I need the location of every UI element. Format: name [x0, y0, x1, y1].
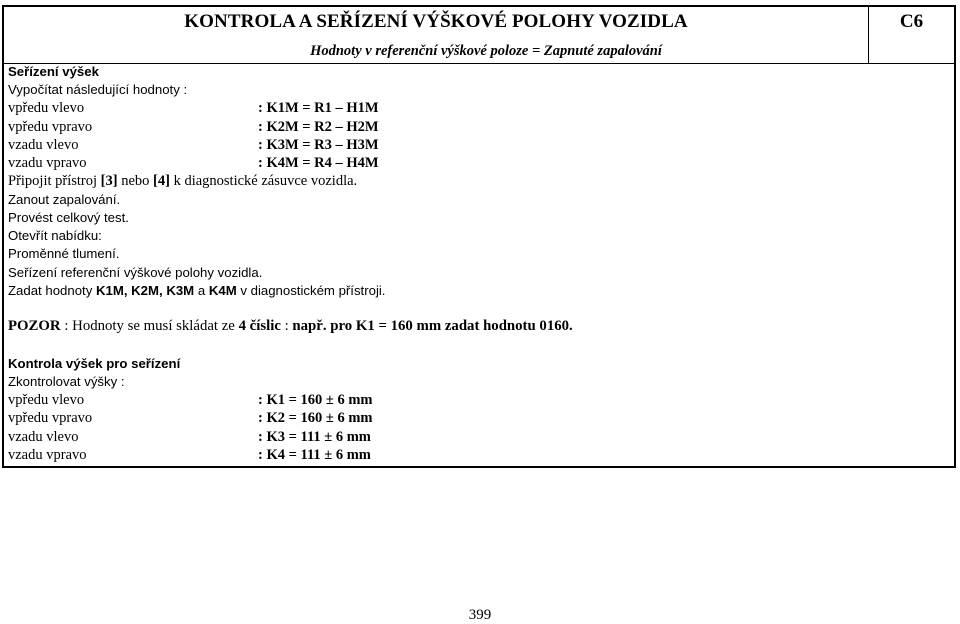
seriz-row-value: : K3M = R3 – H3M: [258, 137, 379, 153]
seriz-row-label: vzadu vlevo: [8, 137, 79, 153]
step-enter-values: Zadat hodnoty K1M, K2M, K3M a K4M v diagnostickém přístroji.: [8, 283, 386, 298]
kontrola-row-label: vpředu vlevo: [8, 392, 85, 408]
section-code: C6: [899, 11, 924, 32]
step-damping: Proměnné tlumení.: [8, 246, 120, 261]
seriz-row-label: vpředu vlevo: [8, 100, 85, 116]
kontrola-row-label: vzadu vpravo: [8, 447, 87, 463]
seriz-heading: Seřízení výšek: [8, 64, 99, 79]
kontrola-row-label: vzadu vlevo: [8, 429, 79, 445]
procedure-frame: [2, 5, 956, 468]
step-reference: Seřízení referenční výškové polohy vozidla.: [8, 265, 263, 280]
kontrola-heading: Kontrola výšek pro seřízení: [8, 356, 181, 371]
seriz-row-label: vpředu vpravo: [8, 119, 93, 135]
header-rule: [4, 63, 954, 64]
seriz-row-value: : K1M = R1 – H1M: [258, 100, 379, 116]
seriz-row-value: : K2M = R2 – H2M: [258, 119, 379, 135]
seriz-intro: Vypočítat následující hodnoty :: [8, 82, 188, 97]
step-test: Provést celkový test.: [8, 210, 129, 225]
page-number: 399: [468, 607, 492, 623]
subtitle: Hodnoty v referenční výškové poloze = Zapnuté zapalování: [310, 43, 662, 59]
kontrola-intro: Zkontrolovat výšky :: [8, 374, 125, 389]
kontrola-row-value: : K3 = 111 ± 6 mm: [258, 429, 371, 445]
kontrola-row-value: : K2 = 160 ± 6 mm: [258, 410, 373, 426]
warning-note: POZOR : Hodnoty se musí skládat ze 4 číslic : např. pro K1 = 160 mm zadat hodnotu 0160.: [8, 318, 573, 334]
header: [4, 7, 954, 63]
kontrola-row-label: vpředu vpravo: [8, 410, 93, 426]
kontrola-row-value: : K1 = 160 ± 6 mm: [258, 392, 373, 408]
kontrola-row-value: : K4 = 111 ± 6 mm: [258, 447, 371, 463]
step-connect: Připojit přístroj [3] nebo [4] k diagnostické zásuvce vozidla.: [8, 173, 358, 189]
seriz-row-value: : K4M = R4 – H4M: [258, 155, 379, 171]
step-ignition: Zanout zapalování.: [8, 192, 121, 207]
step-menu: Otevřít nabídku:: [8, 228, 102, 243]
page-title: KONTROLA A SEŘÍZENÍ VÝŠKOVÉ POLOHY VOZIDLA: [184, 11, 688, 32]
seriz-row-label: vzadu vpravo: [8, 155, 87, 171]
